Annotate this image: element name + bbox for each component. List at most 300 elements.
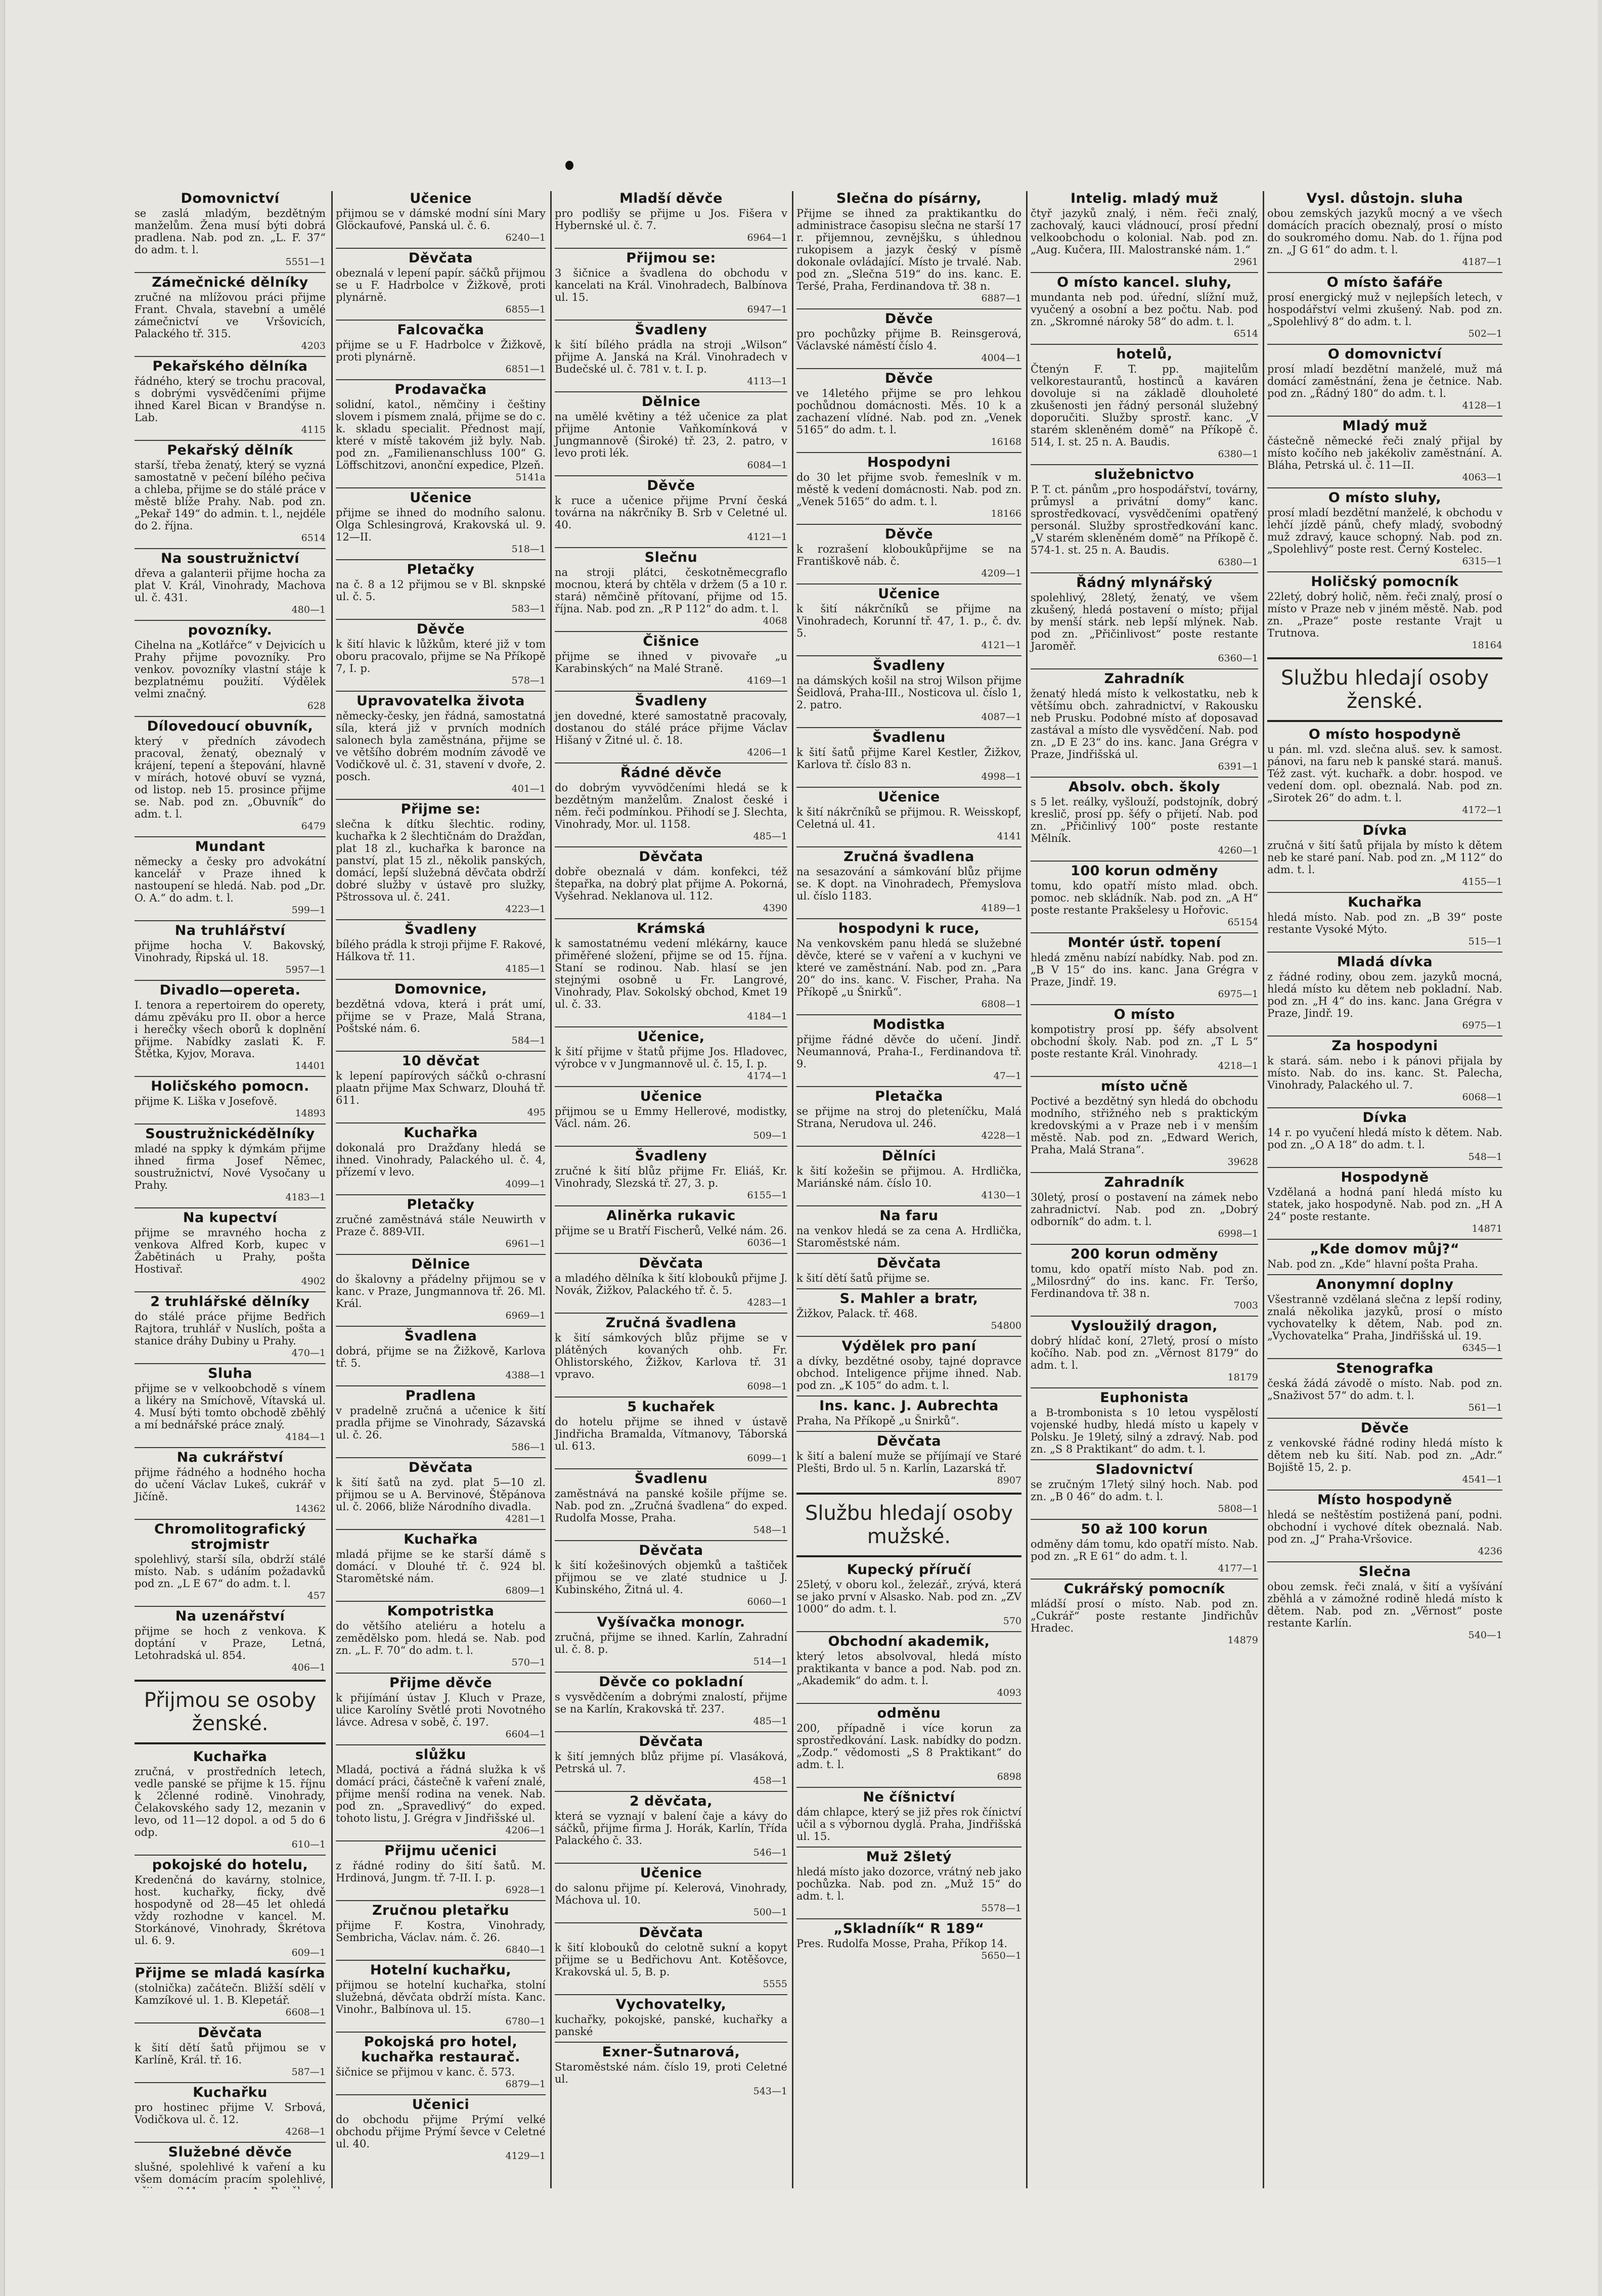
ad-reference-number: 6084—1 [747, 460, 787, 471]
ad-text: u pán. ml. vzd. slečna aluš. sev. k samost. pánovi, na faru neb k panské stará. manuš. Též zast. výt. kuchařk. a dobr. hospod. ve vedení dom. opl. obeznalá. Nab. pod zn. „Sirotek 26“ do adm. t. l. [1267, 743, 1502, 804]
ad-reference-number: 54800 [991, 1320, 1021, 1331]
classified-ad [555, 1672, 787, 1727]
classified-ad [336, 1051, 546, 1118]
classified-ad [135, 620, 326, 712]
ad-text: německy-česky, jen řádná, samostatná síla, která již v prvních modních salonech byla zaměstnána, přijme se ve většího dobrém modním závodě ve Vodičkově ul. č. 31, stavení v dvoře, 2. posch. [336, 710, 546, 783]
ad-heading: 10 děvčat [402, 1053, 480, 1069]
ad-heading: O místo kancel. sluhy, [1057, 275, 1232, 290]
classified-ad [1267, 1274, 1502, 1354]
ad-heading: Ne číšnictví [863, 1789, 955, 1805]
ad-heading: Cukrářský pomocník [1063, 1581, 1225, 1597]
ad-text: k samostatnému vedení mlékárny, kauce přiměřené složení, přijme se od 15. října. Staní se rodinou. Nab. hlasí se jen stejnými osobně u Fr. Langrové, Vinohrady, Plav. Sokolský obchod, Kmet 19 ul. č. 33. [555, 937, 787, 1010]
ad-text: na venkov hledá se za cena A. Hrdlička, Staroměstské nám. [796, 1225, 1021, 1249]
classified-ad [796, 1918, 1021, 1962]
ad-heading: Intelig. mladý muž [1071, 191, 1218, 206]
classified-ad [336, 2032, 546, 2090]
ad-heading: Pletačka [875, 1089, 943, 1104]
classified-ad [1267, 487, 1502, 567]
classified-ad [555, 691, 787, 758]
classified-ad [796, 1703, 1021, 1783]
classified-ad [1267, 272, 1502, 340]
ad-reference-number: 6099—1 [747, 1453, 787, 1464]
ad-text: mundanta neb pod. úřední, slížní muž, vyučený a osobní a bez počtu. Nab. pod zn. „Skromné nároky 58“ do adm. t. l. [1031, 291, 1258, 328]
ad-heading: Zámečnické dělníky [152, 275, 308, 290]
ad-reference-number: 570—1 [511, 1657, 546, 1668]
ad-heading: Kuchařka [404, 1532, 478, 1547]
classified-ad [555, 1612, 787, 1668]
ad-text: mladé na sppky k dýmkám přijme ihned firma Josef Němec, soustružnictví, Nové Vysočany u Prahy. [135, 1143, 326, 1191]
classified-ad [336, 619, 546, 687]
ad-heading: místo učně [1100, 1078, 1188, 1094]
ad-heading: Kuchařka [193, 1749, 268, 1765]
ad-text: a B-trombonista s 10 letou vyspělostí vojenské hudby, hledá místo u kapely v Polsku. Je 19letý, silný a zdravý. Nab. pod zn. „S 8 Praktikant“ do adm. t. l. [1031, 1407, 1258, 1455]
classified-ad [336, 1529, 546, 1597]
ad-heading: Vysloužilý dragon, [1071, 1318, 1218, 1334]
ad-heading: Dílovedoucí obuvník, [147, 718, 314, 734]
ad-heading: Řádný mlynářský [1076, 575, 1213, 591]
classified-ad [555, 918, 787, 1022]
classified-ad [135, 191, 326, 268]
column-4 [792, 191, 1025, 2188]
classified-ad [135, 440, 326, 544]
ad-heading: Hospodyni [867, 455, 951, 470]
column-6 [1263, 191, 1505, 2188]
ad-text: k šití dětí šatů přijme se. [796, 1272, 930, 1284]
classified-ad [1031, 572, 1258, 664]
ad-text: na dámských košil na stroj Wilson přijme Šeidlová, Praha-III., Nosticova ul. číslo 1, 2. patro. [796, 674, 1021, 711]
ad-heading: Modistka [872, 1017, 946, 1032]
ad-reference-number: 540—1 [1468, 1630, 1502, 1641]
ad-heading: Slečna [1358, 1564, 1411, 1580]
classified-ad [135, 1606, 326, 1674]
ad-heading: Dělníci [881, 1148, 937, 1164]
ad-heading: Děvče co pokladní [599, 1674, 743, 1690]
classified-ad [1267, 1561, 1502, 1641]
classified-ad [555, 248, 787, 316]
classified-ad [555, 1205, 787, 1249]
ad-reference-number: 4268—1 [285, 2126, 326, 2137]
ad-text: pro podlišy se přijme u Jos. Fišera v Hybernské ul. č. 7. [555, 207, 787, 232]
ad-heading: Výdělek pro paní [841, 1338, 976, 1354]
classified-ad [1267, 1167, 1502, 1235]
ad-heading: Řádné děvče [620, 765, 722, 781]
ad-reference-number: 6840—1 [505, 1944, 546, 1955]
classified-ad [796, 1146, 1021, 1201]
ad-reference-number: 4998—1 [981, 771, 1021, 782]
classified-ad [1267, 892, 1502, 948]
ad-reference-number: 509—1 [753, 1130, 787, 1141]
ad-reference-number: 6345—1 [1462, 1342, 1502, 1354]
classified-ad [135, 1123, 326, 1203]
ad-heading: Exner-Šutnarová, [602, 2044, 740, 2060]
ad-reference-number: 4209—1 [981, 568, 1021, 579]
ad-heading: 2 truhlářské dělníky [150, 1294, 310, 1310]
ad-reference-number: 4004—1 [981, 352, 1021, 364]
ad-reference-number: 457 [307, 1590, 326, 1601]
ad-reference-number: 6887—1 [981, 293, 1021, 304]
section-header: Službu hledají osoby ženské. [1267, 657, 1502, 722]
classified-ad [555, 391, 787, 471]
classified-ad [796, 308, 1021, 364]
ad-text: Pres. Rudolfa Mosse, Praha, Příkop 14. [796, 1938, 1008, 1950]
ad-text: kompotistry prosí pp. šéfy absolvent obchodní školy. Nab. pod zn. „T L 5“ poste restante Král. Vinohrady. [1031, 1023, 1258, 1060]
ad-text: k šití jemných blůz přijme pí. Vlasáková, Petrská ul. 7. [555, 1750, 787, 1775]
ad-heading: Falcovačka [397, 322, 484, 338]
ad-text: tomu, kdo opatří místo mlad. obch. pomoc. neb skládník. Nab. pod zn. „A H“ poste restante Prakšelesy u Hořovic. [1031, 880, 1258, 916]
ad-text: dřeva a galanterii přijme hocha za plat V. Král, Vinohrady, Machova ul. č. 431. [135, 567, 326, 604]
ad-reference-number: 6036—1 [747, 1237, 787, 1248]
ad-heading: Vyšívačka monogr. [597, 1614, 745, 1630]
ad-text: k šití šatů přijme Karel Kestler, Žižkov, Karlova tř. číslo 83 n. [796, 746, 1021, 771]
ad-text: který v předních závodech pracoval, ženatý, obeznalý v krájení, tepení a štepování, hlavně v mírách, hotové obuví se vyzná, od listop. neb 15. prosince přijme se. Nab. pod zn. „Obuvník“ do adm. t. l. [135, 735, 326, 820]
ad-reference-number: 6060—1 [747, 1596, 787, 1607]
ad-heading: pokojské do hotelu, [152, 1857, 308, 1873]
ad-text: hledá místo jako dozorce, vrátný neb jako pochůzka. Nab. pod zn. „Muž 15“ do adm. t. l. [796, 1866, 1021, 1902]
ad-heading: Pekařského dělníka [152, 358, 308, 374]
ad-heading: Švadleny [635, 693, 707, 709]
ad-reference-number: 599—1 [291, 905, 326, 916]
ad-heading: Dělnice [641, 394, 701, 410]
ad-heading: Čišnice [643, 634, 699, 649]
ad-reference-number: 6479 [301, 821, 326, 832]
ad-reference-number: 4177—1 [1218, 1563, 1258, 1574]
ad-text: hledá se neštěstím postižená paní, podni. obchodní i vychové dítek obeznalá. Nab. pod zn. „J“ Praha-Vršovice. [1267, 1509, 1502, 1545]
classified-ad [1267, 1107, 1502, 1163]
ad-reference-number: 4121—1 [981, 640, 1021, 651]
ad-heading: Děvčata [639, 1925, 703, 1941]
ad-text: přijme se v velkoobchodě s vínem a likéry na Smíchově, Vítavská ul. 4. Musí býti tomto obchodě zběhlý a mí bednářské práce znalý. [135, 1382, 326, 1431]
ad-reference-number: 586—1 [511, 1442, 546, 1453]
classified-ad [135, 716, 326, 832]
classified-ad [1031, 1004, 1258, 1072]
ad-reference-number: 548—1 [1468, 1151, 1502, 1162]
ad-heading: Na faru [879, 1208, 939, 1224]
ad-text: do obchodu přijme Prýmí velké obchodu přijme Prýmí ševce v Celetné ul. 40. [336, 2113, 546, 2150]
ad-text: který letos absolvoval, hledá místo praktikanta v bance a pod. Nab. pod zn. „Akademik“ do adm. t. l. [796, 1650, 1021, 1687]
ad-reference-number: 18164 [1472, 640, 1502, 651]
ad-reference-number: 6928—1 [505, 1884, 546, 1896]
ad-heading: Domovnice, [394, 981, 487, 997]
ad-heading: Děvčata [639, 1255, 703, 1271]
ad-reference-number: 6809—1 [505, 1585, 546, 1596]
ad-heading: Děvče [647, 478, 695, 493]
classified-ad [336, 1840, 546, 1896]
ad-heading: Sluha [208, 1366, 252, 1381]
ad-reference-number: 6961—1 [505, 1238, 546, 1249]
ad-text: k šití kožešinových objemků a taštiček přijmou se ve zlaté studnice u J. Kubinského, Žitná ul. 4. [555, 1559, 787, 1596]
ad-heading: Mladá dívka [1337, 954, 1433, 970]
ad-heading: Služebné děvče [168, 2144, 292, 2160]
ad-text: a mladého dělníka k šití klobouků přijme J. Novák, Žižkov, Palackého tř. č. 5. [555, 1272, 787, 1296]
ad-heading: služebnictvo [1094, 467, 1194, 482]
classified-ad [796, 1631, 1021, 1699]
classified-ad [1031, 1579, 1258, 1646]
classified-ad [336, 487, 546, 555]
ad-reference-number: 4130—1 [981, 1190, 1021, 1201]
ad-heading: Na kupectví [183, 1210, 278, 1226]
ad-heading: Na uzenářství [175, 1608, 285, 1624]
ad-text: na sesazování a sámkování blůz přijme se. K dopt. na Vinohradech, Přemyslova ul. číslo 1183. [796, 866, 1021, 902]
ad-reference-number: 6098—1 [747, 1381, 787, 1392]
ad-reference-number: 485—1 [753, 1716, 787, 1727]
ad-text: přijme se u F. Hadrbolce v Žižkově, proti plynárně. [336, 339, 546, 363]
ad-heading: Za hospodyni [1331, 1038, 1438, 1054]
ad-heading: Mladý muž [1342, 418, 1428, 434]
ad-heading: Děvče [416, 621, 465, 637]
classified-columns [131, 191, 1507, 2188]
classified-ad [555, 1468, 787, 1536]
ad-reference-number: 4128—1 [1462, 400, 1502, 411]
classified-ad [555, 631, 787, 687]
ad-text: se přijme na stroj do pleteníčku, Malá Strana, Nerudova ul. 246. [796, 1105, 1021, 1130]
ad-reference-number: 6898 [997, 1771, 1021, 1782]
ad-reference-number: 4223—1 [505, 904, 546, 915]
ad-heading: Pletačky [407, 1197, 475, 1212]
classified-ad [135, 1363, 326, 1443]
ad-text: Na venkovském panu hledá se služebné děvče, které se v vaření a v kuchyni ve které ve zaměstnání. Nab. pod zn. „Para 20“ do ins. kanc. V. Fischer, Praha. Na Příkopě „u Šnirků“. [796, 937, 1021, 998]
ad-reference-number: 6780—1 [505, 2016, 546, 2027]
ad-reference-number: 4185—1 [505, 963, 546, 974]
ad-reference-number: 6855—1 [505, 304, 546, 315]
ad-heading: Dívka [1362, 823, 1407, 838]
column-5 [1026, 191, 1261, 2188]
classified-ad [796, 1847, 1021, 1914]
classified-ad [336, 320, 546, 375]
ad-text: Všestranně vzdělaná slečna z lepší rodiny, znalá několika jazyků, prosí o místo vychovatelky k dětem, Nab. pod zn. „Vychovatelka“ Praha, Jindřišská ul. 19. [1267, 1293, 1502, 1342]
ad-reference-number: 458—1 [753, 1775, 787, 1786]
classified-ad [1031, 191, 1258, 268]
ad-reference-number: 514—1 [753, 1656, 787, 1667]
classified-ad [135, 2022, 326, 2078]
ad-reference-number: 480—1 [291, 604, 326, 615]
ad-heading: Muž 2šletý [866, 1849, 952, 1865]
ad-reference-number: 14879 [1227, 1635, 1258, 1646]
ad-heading: Švadlenu [872, 730, 946, 745]
ad-text: přijmou se v dámské modní síni Mary Glöckaufové, Panská ul. č. 6. [336, 207, 546, 232]
ad-heading: Kuchařka [1348, 894, 1422, 910]
ad-text: dokonalá pro Dražďany hledá se ihned. Vinohrady, Palackého ul. č. 4, přízemí v levo. [336, 1142, 546, 1178]
ad-heading: Přijme se: [401, 801, 481, 817]
ad-reference-number: 7003 [1233, 1300, 1258, 1311]
ad-heading: Absolv. obch. školy [1068, 779, 1221, 795]
classified-ad [796, 1253, 1021, 1284]
ad-text: německy a česky pro advokátní kancelář v Praze ihned k nastoupení se hledá. Nab. pod „Dr. O. A.“ do adm. t. l. [135, 856, 326, 904]
classified-ad [555, 1086, 787, 1142]
ad-reference-number: 6514 [301, 532, 326, 544]
ad-heading: Dívka [1362, 1110, 1407, 1126]
ad-reference-number: 8907 [997, 1475, 1021, 1486]
classified-ad [135, 1749, 326, 1851]
classified-ad [796, 1787, 1021, 1842]
ad-reference-number: 39628 [1227, 1156, 1258, 1167]
ad-heading: Chromolitografický strojmistr [154, 1521, 306, 1552]
ad-heading: 50 až 100 korun [1081, 1521, 1208, 1537]
classified-ad [336, 379, 546, 483]
ad-reference-number: 14893 [295, 1108, 326, 1119]
ad-reference-number: 4390 [763, 903, 787, 914]
classified-ad [135, 1291, 326, 1359]
ad-heading: 5 kuchařek [627, 1399, 715, 1415]
ad-heading: Na soustružnictví [160, 551, 300, 566]
ad-heading: Krámská [636, 921, 706, 936]
ad-reference-number: 6315—1 [1462, 556, 1502, 567]
ad-reference-number: 578—1 [511, 675, 546, 686]
ad-text: řádného, který se trochu pracoval, s dobrými vysvědčeními přijme ihned Karel Bican v Brandýse n. Lab. [135, 375, 326, 424]
ad-text: přijme se mravného hocha z venkova Alfred Korb, kupec v Žabětinách u Prahy, pošta Hostivař. [135, 1227, 326, 1275]
classified-ad [336, 1457, 546, 1525]
classified-ad [336, 1326, 546, 1381]
ad-heading: Stenografka [1336, 1361, 1434, 1376]
ad-reference-number: 18179 [1227, 1372, 1258, 1383]
classified-ad [135, 2082, 326, 2138]
classified-ad [555, 475, 787, 543]
ad-heading: Domovnictví [181, 191, 280, 206]
ad-reference-number: 2961 [1233, 256, 1258, 267]
ad-heading: Učenice [640, 1865, 702, 1881]
classified-ad [1267, 1490, 1502, 1557]
classified-ad [135, 980, 326, 1072]
ad-text: k šití šatů na zyd. plat 5—10 zl. přijmou se u A. Bervinové, Štěpánova ul. č. 2066, bliže Národního divadla. [336, 1476, 546, 1513]
ad-reference-number: 546—1 [753, 1847, 787, 1858]
ad-text: přijme se ihned do modního salonu. Olga Schlesingrová, Krakovská ul. 9. 12—II. [336, 507, 546, 543]
ad-text: a dívky, bezdětné osoby, tajné dopravce obchod. Inteligence přijme ihned. Nab. pod zn. „K 105“ do adm. t. l. [796, 1355, 1021, 1391]
ad-text: hledá změnu nabízí nabídky. Nab. pod zn. „B V 15“ do ins. kanc. Jana Grégra v Praze, Jindř. 19. [1031, 952, 1258, 988]
section-header: Přijmou se osoby ženské. [135, 1680, 326, 1744]
ad-text: tomu, kdo opatří místo Nab. pod zn. „Milosrdný“ do ins. kanc. Fr. Teršo, Ferdinandova tř. 38 n. [1031, 1263, 1258, 1299]
ad-reference-number: 5957—1 [285, 964, 326, 975]
ad-text: do většího ateliéru a hotelu a zemědělsko pom. hledá se. Nab. pod zn. „L. F. 70“ do adm. t. l. [336, 1620, 546, 1656]
ad-heading: Montér ústř. topení [1067, 935, 1221, 951]
ad-text: do stálé práce přijme Bedřich Rajtora, truhlář v Nuslích, pošta a stanice dráhy Dubiny u Prahy. [135, 1311, 326, 1347]
ad-heading: Přijmou se: [626, 250, 716, 266]
ad-heading: Na truhlářství [174, 923, 286, 938]
classified-ad [135, 836, 326, 916]
ink-mark [565, 161, 573, 170]
ad-heading: Švadleny [405, 922, 477, 937]
ad-text: hledá místo. Nab. pod zn. „B 39“ poste restante Vysoké Mýto. [1267, 911, 1502, 935]
ad-reference-number: 18166 [991, 508, 1021, 519]
ad-text: přijmou se hotelní kuchařka, stolní služebná, děvčata obdrží místa. Kanc. Vinohr., Balbínova ul. 15. [336, 1979, 546, 2015]
classified-ad [336, 2094, 546, 2162]
ad-text: dám chlapce, který se již přes rok čínictví učil a s výbornou dyglá. Praha, Jindřišská ul. 15. [796, 1806, 1021, 1842]
classified-ad [796, 1288, 1021, 1332]
ad-text: Staroměstské nám. číslo 19, proti Celetné ul. [555, 2061, 787, 2085]
ad-text: bílého prádla k stroji přijme F. Rakové, Hálkova tř. 11. [336, 938, 546, 963]
ad-text: k šití bílého prádla na stroji „Wilson“ přijme A. Janská na Král. Vinohradech v Budečské ul. č. 781 v. t. I. p. [555, 339, 787, 375]
ad-text: do škalovny a přádelny přijmou se v kanc. v Praze, Jungmannova tř. 26. Ml. Král. [336, 1273, 546, 1310]
ad-text: 25letý, v oboru kol., železář., zrývá, která se jako první v Alsasko. Nab. pod zn. „ZV 1000“ do adm. t. l. [796, 1579, 1021, 1615]
ad-text: se zručným 17letý silný hoch. Nab. pod zn. „B 0 46“ do adm. t. l. [1031, 1478, 1258, 1503]
ad-text: se zaslá mladým, bezdětným manželům. Žena musí býti dobrá pradlena. Nab. pod zn. „L. F. 37“ do adm. t. l. [135, 207, 326, 256]
ad-heading: Učenice [878, 586, 940, 602]
ad-heading: S. Mahler a bratr, [839, 1291, 978, 1307]
ad-heading: Děvčata [876, 1255, 942, 1271]
ad-text: Kredenčná do kavárny, stolnice, host. kuchařky, ficky, dvě hospodyně od 28—45 let ohledá vždy rozhodne v kancel. M. Storkánové, Vinohrady, Škrétova ul. 6. 9. [135, 1874, 326, 1947]
ad-reference-number: 4121—1 [747, 531, 787, 543]
ad-text: mladá přijme se ke starší dámě s domácí. v Dlouhé tř. č. 924 bl. Staromětské nám. [336, 1548, 546, 1585]
classified-ad [336, 559, 546, 615]
ad-reference-number: 584—1 [511, 1035, 546, 1046]
ad-text: obou zemsk. řeči znalá, v šití a vyšívání zběhlá a v zámožné rodině hledá místo k dětem. Nab. pod zn. „Věrnost“ poste restante Karlín. [1267, 1581, 1502, 1629]
column-3 [550, 191, 790, 2188]
ad-heading: Švadlenu [634, 1471, 708, 1487]
ad-heading: Dělnice [411, 1256, 470, 1272]
classified-ad [555, 1146, 787, 1201]
classified-ad [1031, 1244, 1258, 1312]
ad-text: k šití nákrčníků se přijmou. R. Weisskopf, Celetná ul. 41. [796, 806, 1021, 830]
classified-ad [1267, 952, 1502, 1031]
ad-reference-number: 65154 [1227, 917, 1258, 928]
ad-reference-number: 4388—1 [505, 1370, 546, 1381]
classified-ad [1031, 932, 1258, 1000]
ad-heading: slůžku [415, 1747, 466, 1763]
ad-heading: Anonymní doplny [1316, 1277, 1454, 1292]
ad-text: Žižkov, Palack. tř. 468. [796, 1308, 918, 1320]
ad-heading: „Skladníík“ R 189“ [833, 1921, 985, 1937]
ad-heading: Místo hospodyně [1317, 1492, 1452, 1508]
classified-ad [796, 787, 1021, 842]
ad-text: přijme se ihned v pivovaře „u Karabinských“ na Malé Straně. [555, 650, 787, 674]
ad-reference-number: 4260—1 [1218, 845, 1258, 856]
bottom-margin [5, 2189, 1598, 2296]
ad-text: zručné zaměstnává stále Neuwirth v Praze č. 889-VII. [336, 1213, 546, 1238]
classified-ad [555, 1397, 787, 1464]
ad-heading: Ins. kanc. J. Aubrechta [819, 1398, 999, 1414]
ad-heading: Kuchařku [193, 2085, 268, 2100]
ad-heading: Přijmu učenici [384, 1843, 497, 1859]
classified-ad [796, 1431, 1021, 1487]
ad-text: k lepení papírových sáčků o-chrasní plaatn přijme Max Schwarz, Dlouhá tř. 611. [336, 1070, 546, 1106]
ad-heading: Švadleny [873, 658, 945, 673]
ad-text: dobrá, přijme se na Žižkově, Karlova tř. 5. [336, 1345, 546, 1369]
ad-heading: Pletačky [407, 562, 475, 577]
ad-reference-number: 502—1 [1468, 328, 1502, 339]
ad-reference-number: 14871 [1472, 1223, 1502, 1234]
ad-text: ve 14letého přijme se pro lehkou pochůdnou domácnosti. Měs. 10 k a zachazení vlídné. Nab. pod zn. „Venek 5165“ do adm. t. l. [796, 387, 1021, 436]
ad-heading: Obchodní akademik, [828, 1634, 990, 1649]
ad-text: k šití dětí šatů přijmou se v Karlíně, Král. tř. 16. [135, 2042, 326, 2066]
ad-reference-number: 16168 [991, 436, 1021, 447]
ad-reference-number: 6969—1 [505, 1310, 546, 1321]
ad-reference-number: 4236 [1478, 1546, 1502, 1557]
ad-text: zaměstnává na panské košile příjme se. Nab. pod zn. „Zručná švadlena“ do exped. Rudolfa Mosse, Praha. [555, 1488, 787, 1524]
ad-reference-number: 583—1 [511, 603, 546, 614]
ad-reference-number: 628 [307, 700, 326, 711]
classified-ad [336, 1254, 546, 1322]
ad-heading: Přijme se mladá kasírka [135, 1965, 326, 1981]
classified-ad [336, 1900, 546, 1956]
ad-text: starší, třeba ženatý, který se vyzná samostatně v pečení bílého pečiva a chleba, přijme se do stálé práce v městě blíže Prahy. Nab. pod zn. „Pekař 149“ do admin. t. l., nejdéle do 2. října. [135, 459, 326, 532]
ad-heading: Slečnu [644, 550, 698, 565]
ad-reference-number: 500—1 [753, 1907, 787, 1918]
classified-ad [555, 846, 787, 914]
ad-reference-number: 14401 [295, 1060, 326, 1071]
classified-ad [1031, 272, 1258, 340]
ad-reference-number: 5808—1 [1218, 1503, 1258, 1514]
ad-heading: Kompotristka [387, 1603, 495, 1619]
ad-reference-number: 406—1 [291, 1662, 326, 1673]
ad-text: I. tenora a repertoirem do operety, dámu zpěváku pro II. obor a herce i herečky všech oborů k doplnění přijme. Nabídky zaslati K. F. Štětka, Kyjov, Morava. [135, 999, 326, 1060]
ad-text: prosí mladí bezdětní manželé, k obchodu v lehčí jízdě pánů, chefy mladý, svobodný muž zdravý, kauce schopný. Nab. pod zn. „Spolehlivý“ poste rest. Černý Kostelec. [1267, 507, 1502, 555]
ad-text: Mladá, poctivá a řádná služka k vš domácí práci, částečně k vaření znalé, přijme menší rodina na venek. Nab. pod zn. „Spravedlivý“ do exped. tohoto listu, J. Grégra v Jindřišské ul. [336, 1764, 546, 1824]
classified-ad [796, 191, 1021, 304]
ad-reference-number: 495 [527, 1107, 546, 1118]
ad-heading: Učenice [878, 789, 940, 805]
ad-reference-number: 6514 [1233, 328, 1258, 339]
ad-heading: Upravovatelka života [356, 693, 525, 709]
ad-reference-number: 6975—1 [1218, 988, 1258, 1000]
ad-reference-number: 6964—1 [747, 232, 787, 243]
